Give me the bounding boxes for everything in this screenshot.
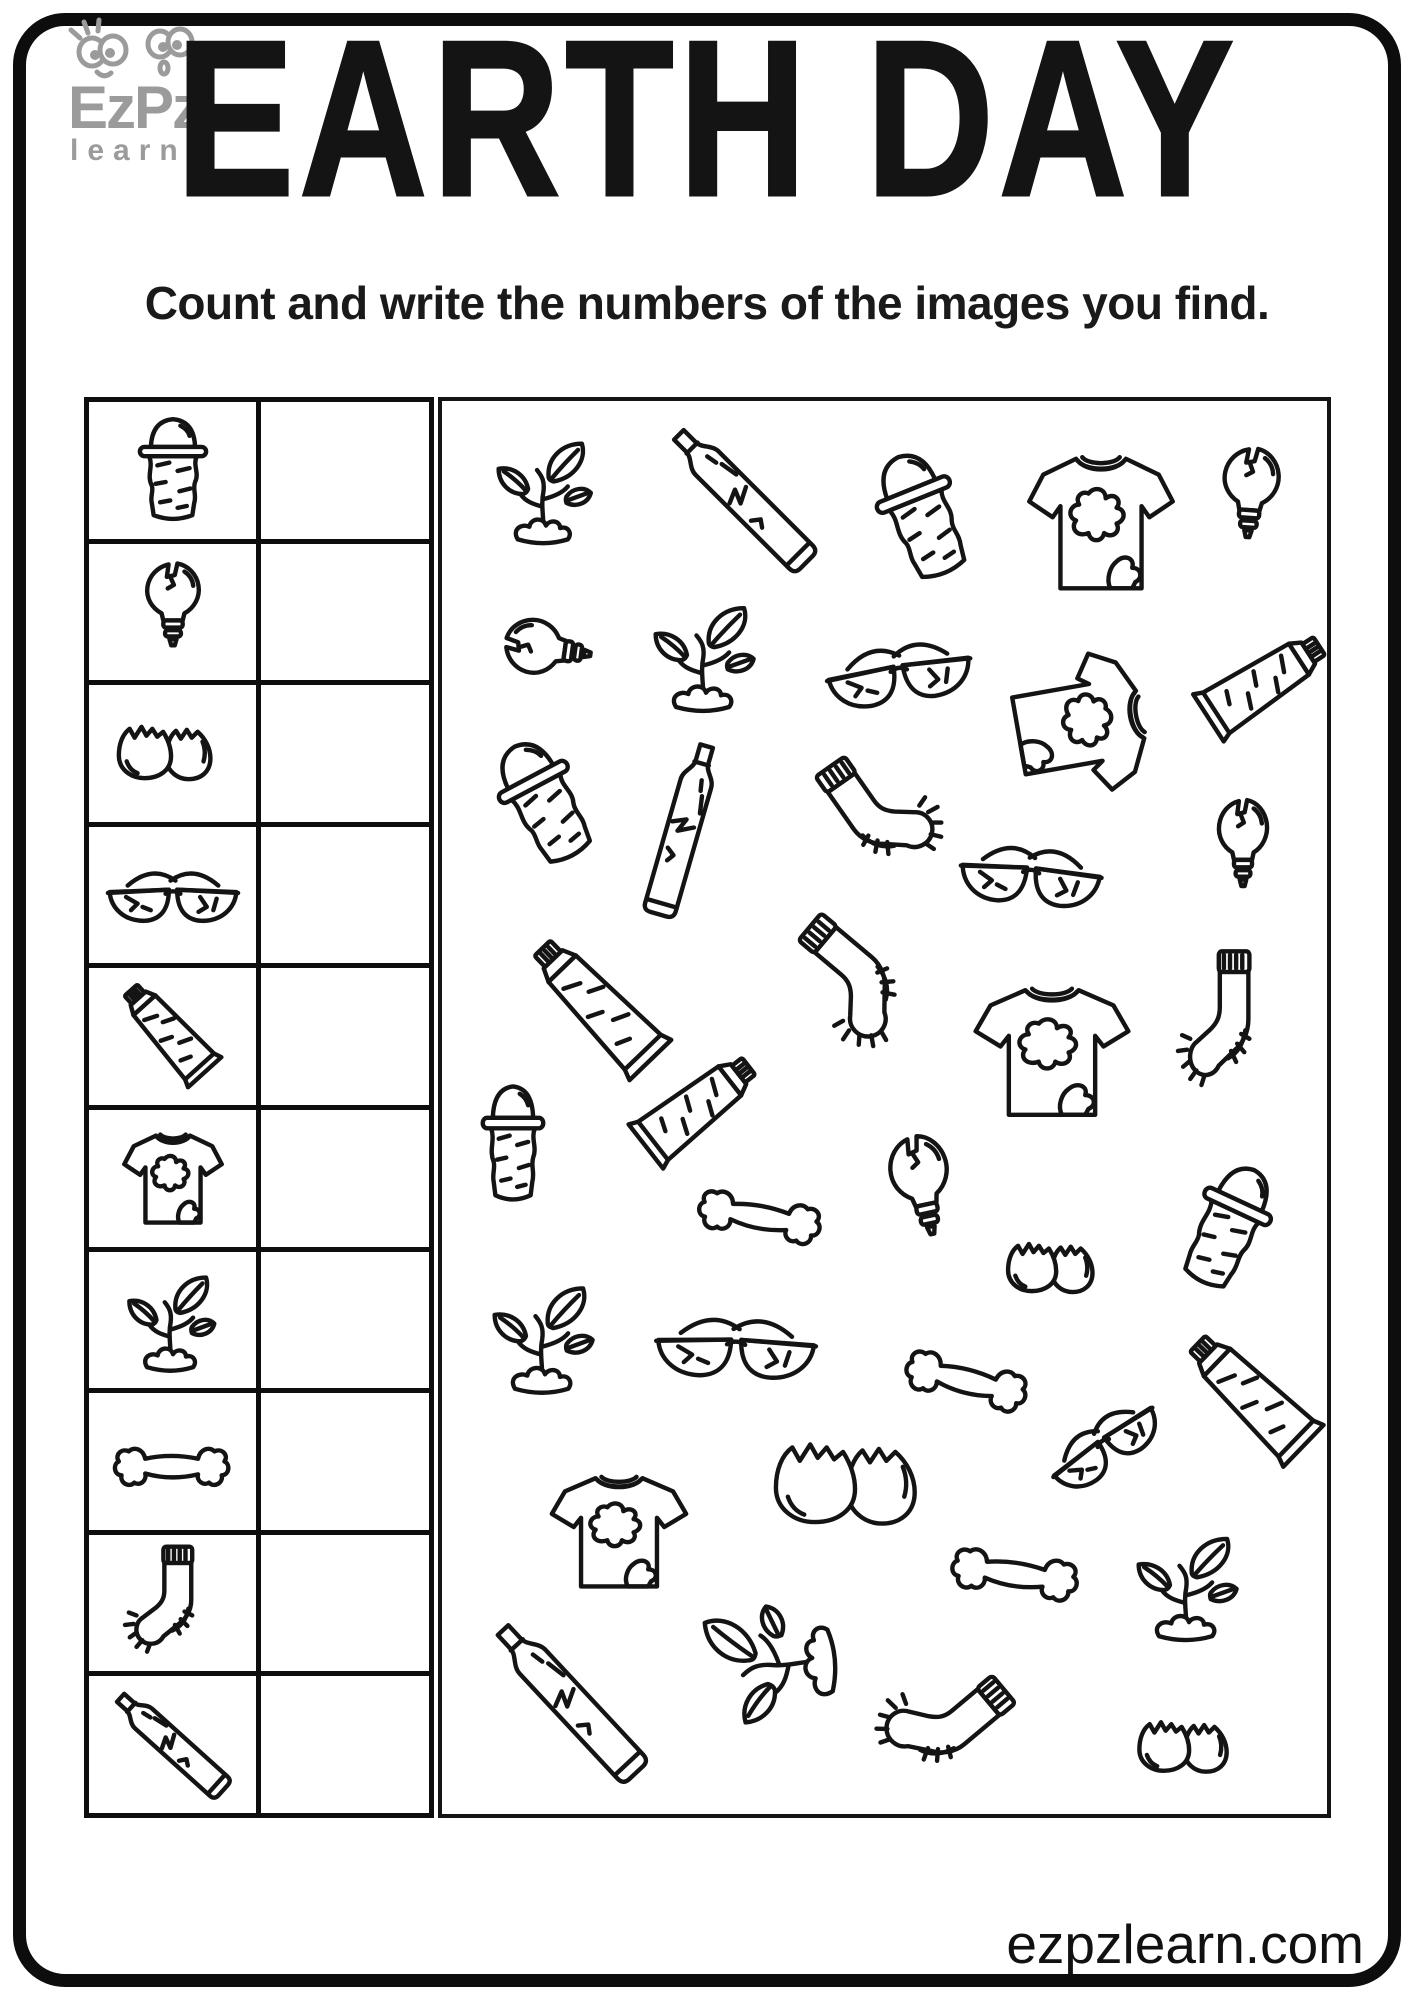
cup-icon	[844, 426, 1000, 606]
row-icon-cell	[89, 827, 261, 964]
page-title	[0, 0, 1414, 243]
row-answer-cell[interactable]	[261, 1252, 429, 1389]
sock-icon	[783, 724, 966, 915]
row-icon-cell	[89, 1676, 261, 1813]
scatter-box	[438, 397, 1331, 1818]
row-answer-cell[interactable]	[261, 685, 429, 822]
bone-icon	[940, 1528, 1093, 1610]
toothpaste-icon	[1173, 619, 1338, 755]
sock-icon	[125, 1541, 221, 1665]
bottle-icon	[654, 410, 834, 590]
sunglasses-icon	[951, 824, 1110, 925]
table-row	[89, 1105, 429, 1247]
toothpaste-icon	[517, 924, 691, 1101]
footer-url: ezpzlearn.com	[1006, 1913, 1364, 1975]
sunglasses-icon	[103, 856, 243, 934]
logo-text-ezpz: EzPz	[68, 74, 201, 141]
sunglasses-icon	[815, 616, 983, 727]
cup-icon	[1151, 1139, 1304, 1315]
bone-icon	[893, 1329, 1046, 1424]
table-row	[89, 963, 429, 1105]
bone-icon	[687, 1170, 837, 1254]
plant-icon	[114, 1261, 232, 1379]
table-row	[89, 822, 429, 964]
tshirt-icon	[969, 975, 1135, 1127]
row-icon-cell	[89, 1535, 261, 1672]
row-answer-cell[interactable]	[261, 968, 429, 1105]
eggshell-icon	[761, 1428, 955, 1540]
table-row	[89, 680, 429, 822]
cup-icon	[462, 712, 625, 892]
instruction-text: Count and write the numbers of the images you find.	[144, 277, 1270, 329]
table-row	[89, 1671, 429, 1813]
bulb-icon	[1200, 433, 1301, 569]
sock-icon	[763, 881, 958, 1071]
row-icon-cell	[89, 685, 261, 822]
bottle-icon	[476, 1604, 666, 1801]
eggshell-icon	[109, 716, 237, 790]
row-answer-cell[interactable]	[261, 544, 429, 681]
cup-icon	[127, 410, 219, 530]
row-answer-cell[interactable]	[261, 1110, 429, 1247]
plant-icon	[679, 1576, 852, 1747]
table-row	[89, 539, 429, 681]
sunglasses-icon	[1029, 1376, 1179, 1513]
toothpaste-icon	[610, 1040, 770, 1183]
row-icon-cell	[89, 544, 261, 681]
page-title-text: EARTH DAY	[175, 0, 1239, 243]
bulb-icon	[862, 1113, 986, 1275]
sock-icon	[850, 1634, 1044, 1824]
row-answer-cell[interactable]	[261, 1535, 429, 1672]
tshirt-icon	[546, 1465, 692, 1597]
row-icon-cell	[89, 1393, 261, 1530]
bottle-icon	[101, 1677, 243, 1812]
table-row	[89, 1388, 429, 1530]
row-answer-cell[interactable]	[261, 827, 429, 964]
eggshell-icon	[999, 1234, 1117, 1302]
tshirt-icon	[994, 638, 1168, 812]
bone-icon	[107, 1433, 239, 1490]
row-answer-cell[interactable]	[261, 1393, 429, 1530]
table-row	[89, 402, 429, 539]
row-icon-cell	[89, 1110, 261, 1247]
tshirt-icon	[120, 1125, 226, 1231]
bottle-icon	[629, 733, 735, 931]
bulb-icon	[1202, 788, 1284, 914]
plant-icon	[638, 590, 774, 720]
row-answer-cell[interactable]	[261, 402, 429, 539]
plant-icon	[1121, 1521, 1257, 1649]
row-icon-cell	[89, 968, 261, 1105]
toothpaste-icon	[1173, 1319, 1343, 1486]
logo-text-learn: learn	[70, 134, 187, 166]
row-icon-cell	[89, 1252, 261, 1389]
legend-table	[84, 397, 434, 1818]
toothpaste-icon	[111, 972, 235, 1102]
sock-icon	[1178, 944, 1280, 1102]
eggshell-icon	[1130, 1712, 1252, 1782]
sunglasses-icon	[648, 1297, 823, 1395]
bulb-icon	[488, 596, 624, 703]
row-answer-cell[interactable]	[261, 1676, 429, 1813]
table-row	[89, 1530, 429, 1672]
plant-icon	[482, 426, 610, 552]
row-icon-cell	[89, 402, 261, 539]
bulb-icon	[129, 552, 217, 672]
cup-icon	[471, 1076, 555, 1212]
table-row	[89, 1247, 429, 1389]
plant-icon	[477, 1270, 613, 1402]
tshirt-icon	[1023, 443, 1179, 601]
